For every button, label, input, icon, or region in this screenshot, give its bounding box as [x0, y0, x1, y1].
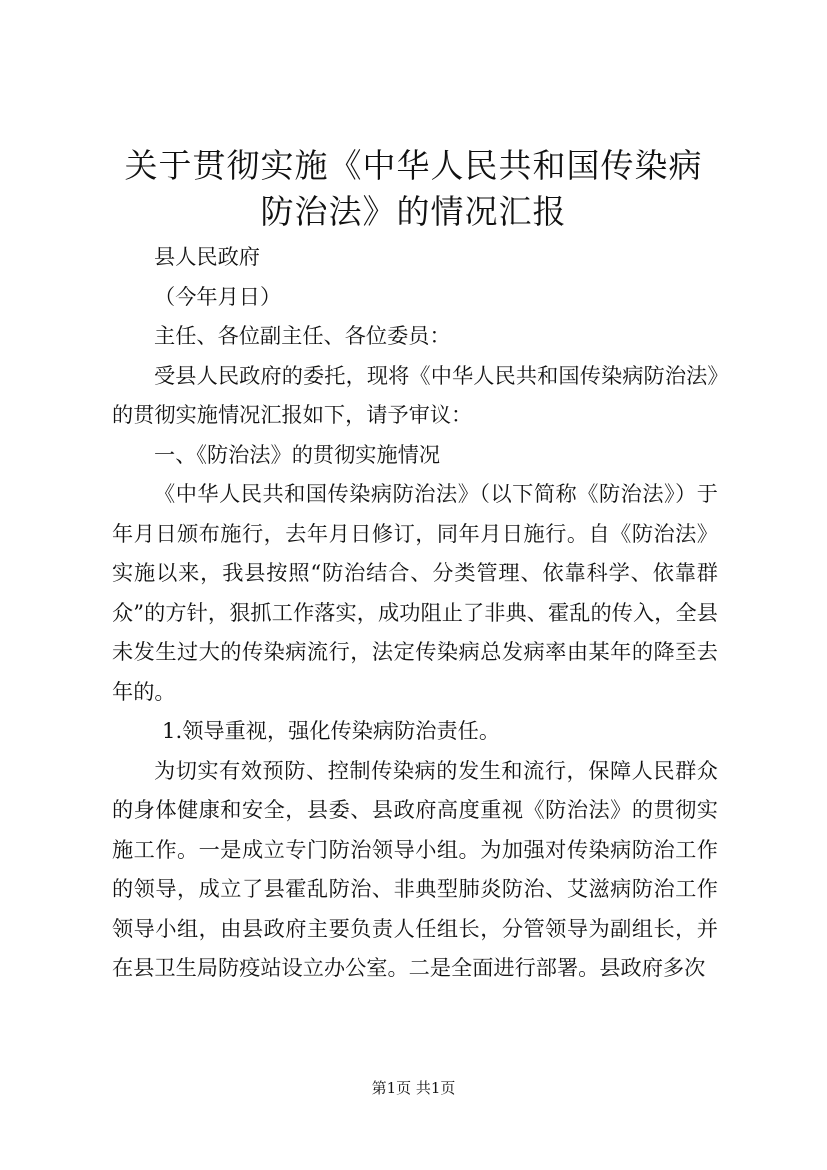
page-footer: 第1页 共1页 [371, 1079, 456, 1097]
subsection-heading: 1.领导重视，强化传染病防治责任。 [162, 718, 501, 743]
issuer-line: 县人民政府 [154, 244, 260, 269]
body-paragraph: 《中华人民共和国传染病防治法》（以下简称《防治法》）于年月日颁布施行，去年月日修订，同年月日施行。自《防治法》实施以来，我县按照“防治结合、分类管理、依靠科学、依靠群众”的方针，狠抓工作落实，成功阻止了非典、霍乱的传入，全县未发生过大的传染病流行，法定传染病总发病率由某年的降至去年的。 [112, 481, 718, 704]
intro-paragraph: 受县人民政府的委托，现将《中华人民共和国传染病防治法》的贯彻实施情况汇报如下，请予审议： [112, 362, 718, 427]
document-title: 关于贯彻实施《中华人民共和国传染病防治法》的情况汇报 [124, 146, 703, 231]
salutation-line: 主任、各位副主任、各位委员： [154, 323, 451, 348]
date-line: （今年月日） [154, 283, 282, 309]
section-heading: 一、《防治法》的贯彻实施情况 [154, 441, 441, 467]
body-paragraph: 为切实有效预防、控制传染病的发生和流行，保障人民群众的身体健康和安全，县委、县政府高度重视《防治法》的贯彻实施工作。一是成立专门防治领导小组。为加强对传染病防治工作的领导，成立了县霍乱防治、非典型肺炎防治、艾滋病防治工作领导小组，由县政府主要负责人任组长，分管领导为副组长，并在县卫生局防疫站设立办公室。二是全面进行部署。县政府多次 [112, 757, 718, 980]
document-body [112, 237, 718, 988]
